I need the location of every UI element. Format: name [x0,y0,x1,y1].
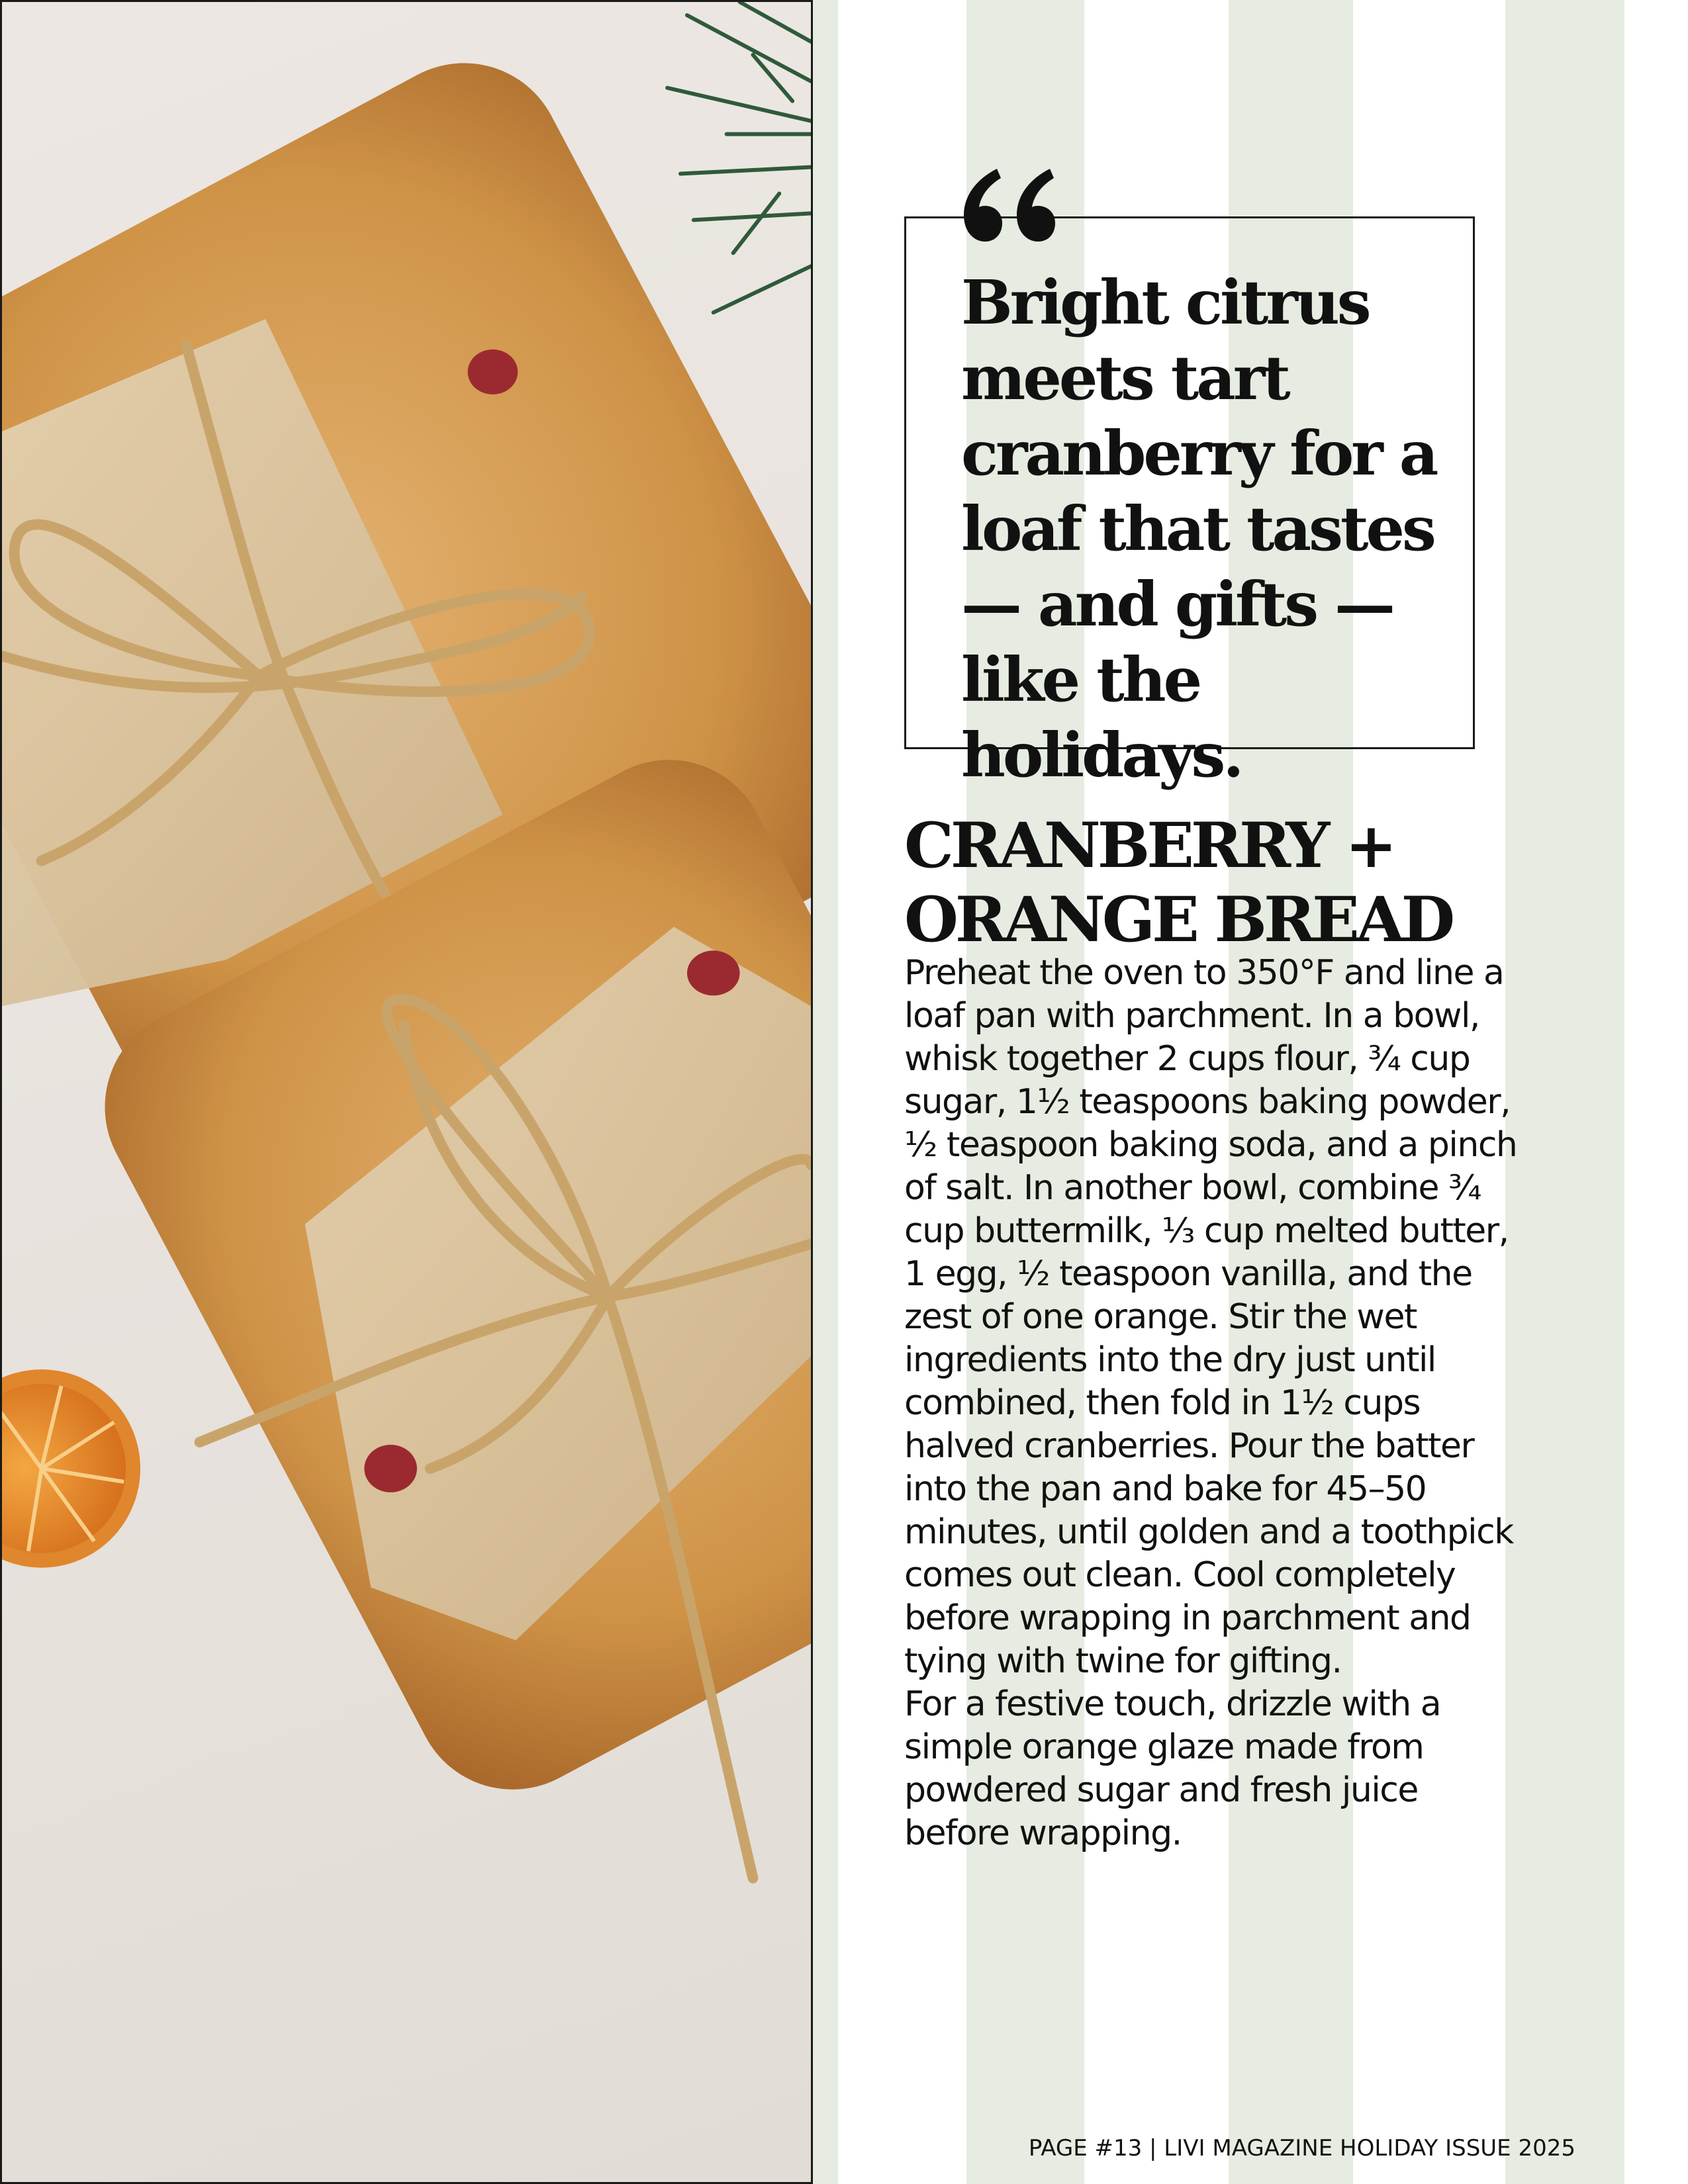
pull-quote-text: Bright citrus meets tart cranberry for a loaf that tastes — and gifts — like the holidays. [961,267,1436,791]
recipe-title: CRANBERRY + ORANGE BREAD [904,809,1452,956]
loaves-illustration [2,2,811,2182]
background-stripe [1505,0,1624,2184]
recipe-paragraph: Preheat the oven to 350°F and line a loaf pan with parchment. In a bowl, whisk together 2 cups flour, ¾ cup sugar, 1½ teaspoons baking powder, ½ teaspoon baking soda, and a pinch of salt. In another bowl, combine ¾ cup buttermilk, ⅓ cup melted butter, 1 egg, ½ teaspoon vanilla, and the zest of one orange. Stir the wet ingredients into the dry just until combined, then fold in 1½ cups halved cranberries. Pour the batter into the pan and bake for 45–50 minutes, until golden and a toothpick comes out clean. Cool completely before wrapping in parchment and tying with twine for gifting. [904,953,1517,1681]
recipe-photo [0,0,813,2184]
background-stripe [813,0,838,2184]
recipe-instructions [904,952,1520,1855]
pine-branch [667,2,811,312]
orange-slice [2,1369,140,1567]
recipe-paragraph: For a festive touch, drizzle with a simple orange glaze made from powdered sugar and fresh juice before wrapping. [904,1684,1441,1853]
page-footer: PAGE #13 | LIVI MAGAZINE HOLIDAY ISSUE 2025 [1028,2135,1575,2161]
quotation-mark-icon [957,149,1056,248]
